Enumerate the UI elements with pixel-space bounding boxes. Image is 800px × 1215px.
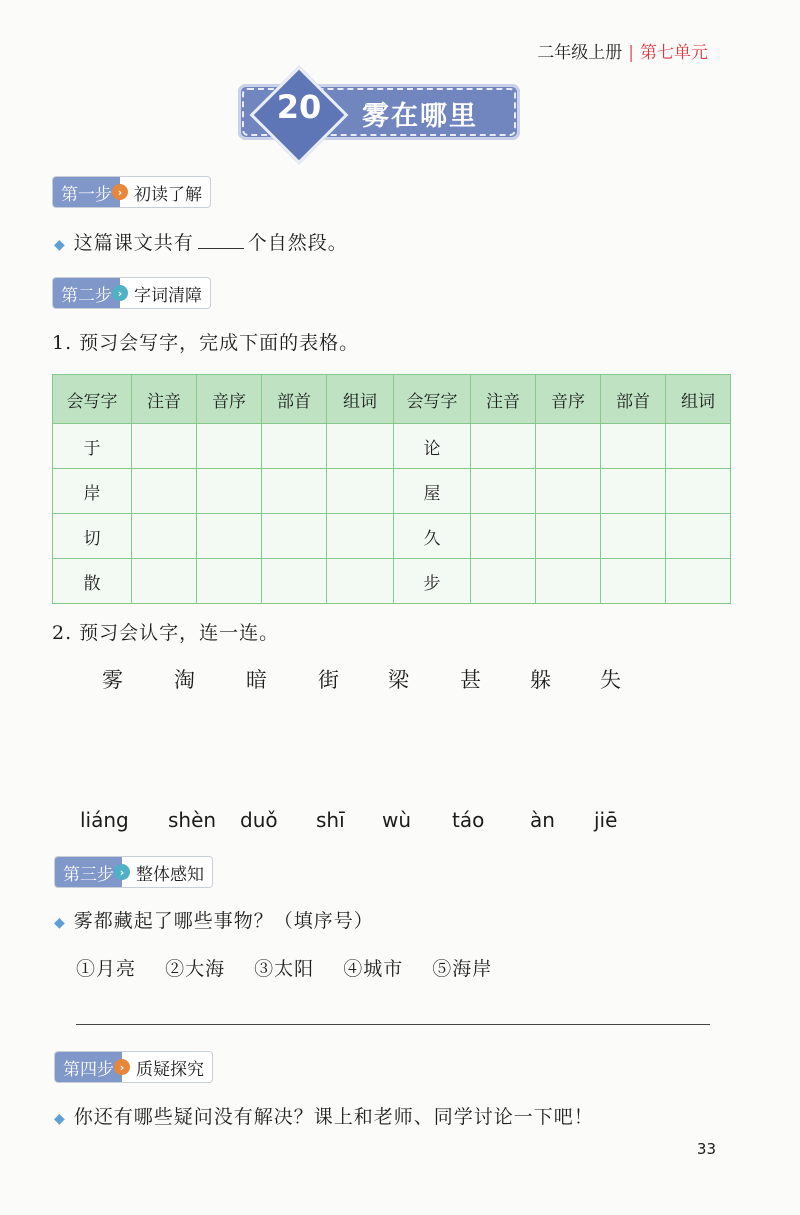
pinyin-item[interactable]: àn bbox=[530, 808, 555, 832]
table-cell-input[interactable] bbox=[132, 514, 197, 559]
step-tag-3 bbox=[54, 856, 213, 888]
table-cell-input[interactable] bbox=[327, 559, 394, 604]
step-title: 质疑探究 bbox=[136, 1059, 204, 1080]
table-cell-char: 岸 bbox=[53, 469, 132, 514]
step-label: 第三步 bbox=[55, 857, 122, 887]
step-label: 第二步 bbox=[53, 278, 120, 308]
table-cell-input[interactable] bbox=[536, 424, 601, 469]
pinyin-item[interactable]: wù bbox=[382, 808, 412, 832]
pinyin-item[interactable]: duǒ bbox=[240, 808, 278, 832]
table-header: 音序 bbox=[197, 375, 262, 424]
table-cell-input[interactable] bbox=[471, 559, 536, 604]
table-cell-input[interactable] bbox=[197, 559, 262, 604]
option-item[interactable]: ④城市 bbox=[343, 958, 404, 980]
chevron-right-icon: › bbox=[114, 1059, 130, 1075]
table-cell-input[interactable] bbox=[536, 469, 601, 514]
diamond-bullet-icon: ◆ bbox=[54, 1111, 66, 1127]
hanzi-item[interactable]: 雾 bbox=[102, 668, 123, 692]
table-cell-input[interactable] bbox=[197, 469, 262, 514]
table-cell-input[interactable] bbox=[471, 514, 536, 559]
writing-chars-table bbox=[52, 374, 731, 604]
pinyin-item[interactable]: shèn bbox=[168, 808, 217, 832]
table-header: 会写字 bbox=[53, 375, 132, 424]
table-header: 注音 bbox=[471, 375, 536, 424]
table-cell-input[interactable] bbox=[666, 514, 731, 559]
table-cell-char: 久 bbox=[394, 514, 471, 559]
table-header: 组词 bbox=[327, 375, 394, 424]
page-number: 33 bbox=[696, 1140, 716, 1158]
table-cell-input[interactable] bbox=[601, 469, 666, 514]
table-cell-input[interactable] bbox=[132, 559, 197, 604]
question-text-end: 个自然段。 bbox=[247, 232, 348, 254]
step-title: 字词清障 bbox=[134, 285, 202, 306]
table-cell-input[interactable] bbox=[601, 424, 666, 469]
table-cell-input[interactable] bbox=[601, 514, 666, 559]
hanzi-item[interactable]: 躲 bbox=[530, 668, 551, 692]
option-item[interactable]: ③太阳 bbox=[254, 958, 315, 980]
table-cell-input[interactable] bbox=[536, 559, 601, 604]
header-separator: | bbox=[628, 43, 634, 63]
chevron-right-icon: › bbox=[112, 184, 128, 200]
table-cell-char: 切 bbox=[53, 514, 132, 559]
step-tag-1 bbox=[52, 176, 211, 208]
step-title: 整体感知 bbox=[136, 864, 204, 885]
table-row bbox=[53, 559, 731, 604]
table-row bbox=[53, 424, 731, 469]
question-text: 这篇课文共有 bbox=[73, 232, 194, 254]
table-cell-input[interactable] bbox=[327, 514, 394, 559]
table-cell-input[interactable] bbox=[262, 469, 327, 514]
lesson-title: 雾在哪里 bbox=[362, 101, 478, 132]
table-cell-input[interactable] bbox=[327, 424, 394, 469]
pinyin-item[interactable]: shī bbox=[316, 808, 345, 832]
step-label: 第四步 bbox=[55, 1052, 122, 1082]
step3-question bbox=[54, 906, 374, 933]
step-label: 第一步 bbox=[53, 177, 120, 207]
table-cell-input[interactable] bbox=[666, 424, 731, 469]
table-cell-input[interactable] bbox=[262, 424, 327, 469]
step1-question bbox=[54, 228, 348, 255]
step-tag-4 bbox=[54, 1051, 213, 1083]
table-cell-input[interactable] bbox=[471, 424, 536, 469]
table-cell-input[interactable] bbox=[262, 559, 327, 604]
table-cell-input[interactable] bbox=[262, 514, 327, 559]
table-cell-char: 步 bbox=[394, 559, 471, 604]
table-cell-input[interactable] bbox=[471, 469, 536, 514]
hanzi-item[interactable]: 甚 bbox=[460, 668, 481, 692]
table-cell-char: 于 bbox=[53, 424, 132, 469]
step3-options bbox=[76, 954, 492, 981]
step-title: 初读了解 bbox=[134, 184, 202, 205]
hanzi-item[interactable]: 暗 bbox=[246, 668, 267, 692]
table-row bbox=[53, 469, 731, 514]
table-cell-input[interactable] bbox=[601, 559, 666, 604]
table-cell-char: 屋 bbox=[394, 469, 471, 514]
table-header: 音序 bbox=[536, 375, 601, 424]
table-cell-input[interactable] bbox=[327, 469, 394, 514]
pinyin-item[interactable]: liáng bbox=[80, 808, 129, 832]
hanzi-item[interactable]: 梁 bbox=[388, 668, 409, 692]
table-header: 会写字 bbox=[394, 375, 471, 424]
step2-q2: 2. 预习会认字，连一连。 bbox=[52, 622, 280, 644]
chevron-right-icon: › bbox=[112, 285, 128, 301]
answer-line[interactable] bbox=[76, 1024, 710, 1025]
question-text: 雾都藏起了哪些事物？（填序号） bbox=[73, 910, 374, 932]
unit-label: 第七单元 bbox=[640, 43, 708, 63]
table-cell-input[interactable] bbox=[197, 514, 262, 559]
step2-q1: 1. 预习会写字，完成下面的表格。 bbox=[52, 332, 360, 354]
table-header-row bbox=[53, 375, 731, 424]
question-text: 你还有哪些疑问没有解决？课上和老师、同学讨论一下吧！ bbox=[73, 1106, 594, 1128]
hanzi-item[interactable]: 淘 bbox=[174, 668, 195, 692]
pinyin-item[interactable]: táo bbox=[452, 808, 485, 832]
table-header: 部首 bbox=[262, 375, 327, 424]
hanzi-item[interactable]: 失 bbox=[600, 668, 621, 692]
step-tag-2 bbox=[52, 277, 211, 309]
table-header: 组词 bbox=[666, 375, 731, 424]
table-cell-input[interactable] bbox=[666, 469, 731, 514]
chevron-right-icon: › bbox=[114, 864, 130, 880]
table-header: 部首 bbox=[601, 375, 666, 424]
page-header bbox=[537, 38, 708, 63]
table-cell-char: 散 bbox=[53, 559, 132, 604]
table-header: 注音 bbox=[132, 375, 197, 424]
grade-label: 二年级上册 bbox=[537, 43, 623, 63]
option-item[interactable]: ②大海 bbox=[165, 958, 226, 980]
lesson-number: 20 bbox=[276, 88, 322, 126]
hanzi-item[interactable]: 街 bbox=[318, 668, 339, 692]
table-cell-input[interactable] bbox=[197, 424, 262, 469]
pinyin-item[interactable]: jiē bbox=[594, 808, 618, 832]
diamond-bullet-icon: ◆ bbox=[54, 237, 66, 253]
table-cell-input[interactable] bbox=[132, 469, 197, 514]
option-item[interactable]: ①月亮 bbox=[76, 958, 137, 980]
table-cell-input[interactable] bbox=[536, 514, 601, 559]
table-cell-input[interactable] bbox=[132, 424, 197, 469]
table-row bbox=[53, 514, 731, 559]
table-cell-input[interactable] bbox=[666, 559, 731, 604]
diamond-bullet-icon: ◆ bbox=[54, 915, 66, 931]
blank-line[interactable] bbox=[198, 248, 244, 249]
step4-question bbox=[54, 1102, 594, 1129]
table-cell-char: 论 bbox=[394, 424, 471, 469]
option-item[interactable]: ⑤海岸 bbox=[432, 958, 493, 980]
